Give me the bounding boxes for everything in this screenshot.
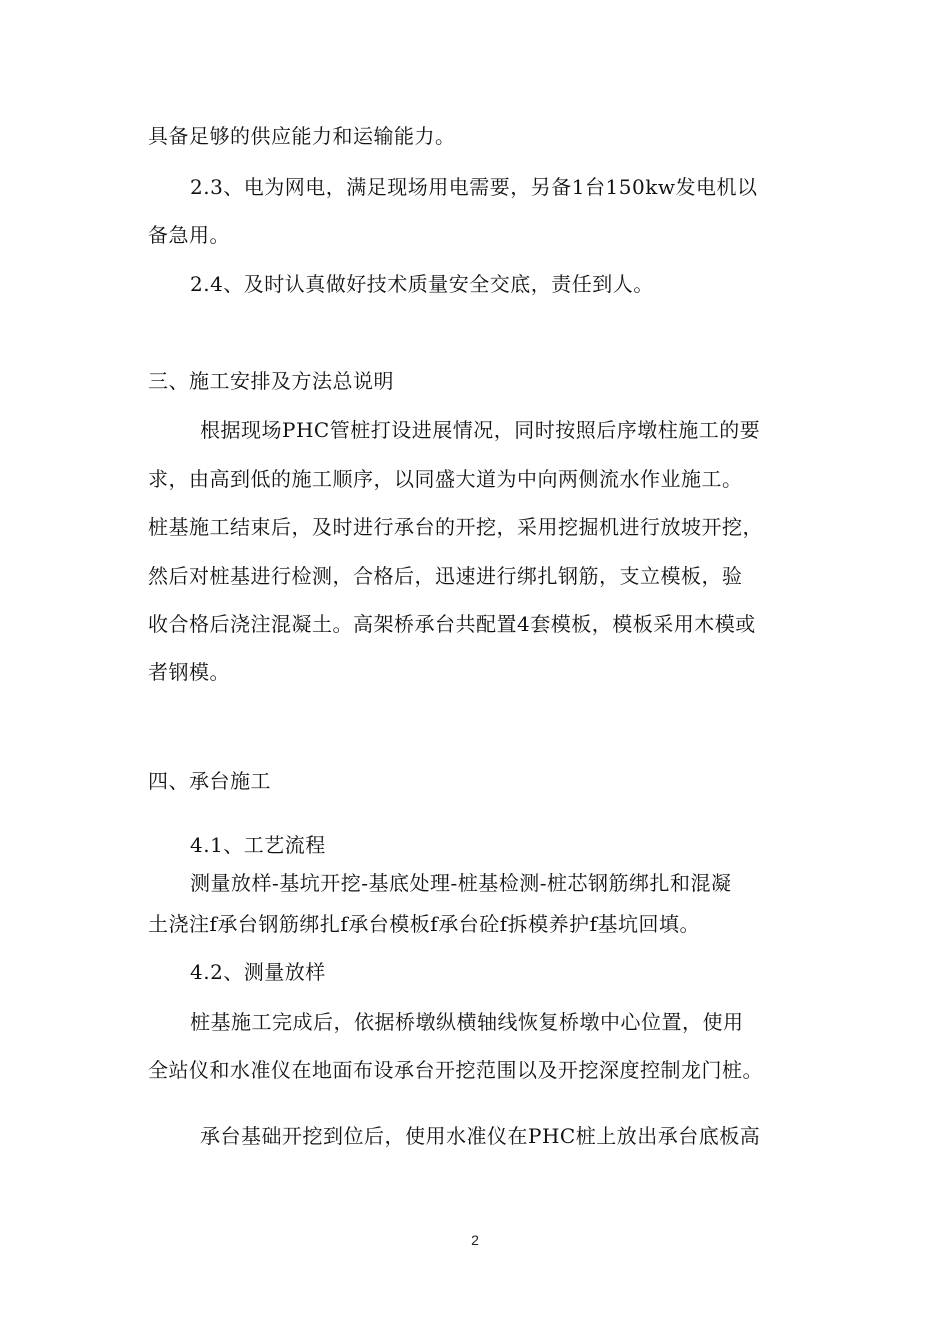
paragraph-line: 桩基施工完成后，依据桥墩纵横轴线恢复桥墩中心位置，使用 [190, 1010, 744, 1034]
paragraph-line: 全站仪和水准仪在地面布设承台开挖范围以及开挖深度控制龙门桩。 [148, 1058, 763, 1082]
paragraph-line: 者钢模。 [148, 660, 230, 684]
paragraph-line: 收合格后浇注混凝土。高架桥承台共配置4套模板，模板采用木模或 [148, 612, 756, 636]
section-heading-3: 三、施工安排及方法总说明 [148, 369, 394, 393]
paragraph-line: 根据现场PHC管桩打设进展情况，同时按照后序墩柱施工的要 [200, 418, 761, 442]
section-heading-2-3: 2.3、电为网电，满足现场用电需要，另备1台150kw发电机以 [190, 175, 758, 199]
paragraph-line: 测量放样-基坑开挖-基底处理-桩基检测-桩芯钢筋绑扎和混凝 [190, 871, 732, 895]
section-heading-4-2: 4.2、测量放样 [190, 960, 326, 984]
paragraph-line: 承台基础开挖到位后，使用水准仪在PHC桩上放出承台底板高 [200, 1124, 761, 1148]
paragraph-line: 然后对桩基进行检测，合格后，迅速进行绑扎钢筋，支立模板，验 [148, 564, 743, 588]
section-heading-2-4: 2.4、及时认真做好技术质量安全交底，责任到人。 [190, 272, 654, 296]
paragraph-line: 备急用。 [148, 223, 230, 247]
section-heading-4: 四、承台施工 [148, 769, 271, 793]
section-heading-4-1: 4.1、工艺流程 [190, 833, 326, 857]
paragraph-line: 求，由高到低的施工顺序，以同盛大道为中向两侧流水作业施工。 [148, 467, 743, 491]
paragraph-line: 具备足够的供应能力和运输能力。 [148, 124, 456, 148]
page-number: 2 [471, 1232, 479, 1248]
paragraph-line: 桩基施工结束后，及时进行承台的开挖，采用挖掘机进行放坡开挖， [148, 515, 763, 539]
paragraph-line: 土浇注f承台钢筋绑扎f承台模板f承台砼f拆模养护f基坑回填。 [148, 912, 701, 936]
